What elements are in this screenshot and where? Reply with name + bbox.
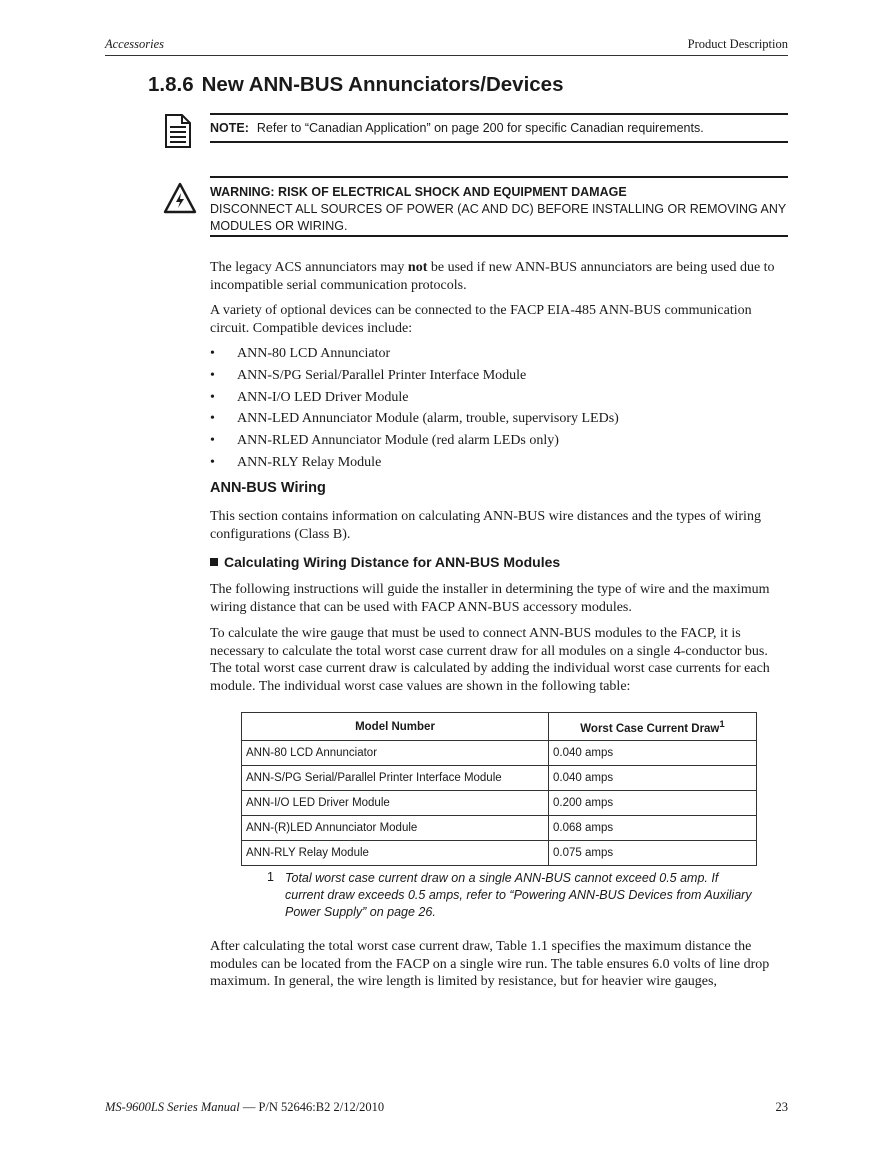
bullet: •: [210, 367, 215, 383]
cell-model: ANN-RLY Relay Module: [242, 841, 549, 866]
note-label: NOTE:: [210, 121, 249, 135]
footnote-text: Total worst case current draw on a single ANN-BUS cannot exceed 0.5 amp. If current draw exceeds 0.5 amps, refer to “Powering ANN-BUS Devices from Auxiliary Power Supply” on page 26.: [285, 871, 752, 919]
table-row: [242, 741, 757, 766]
bullet: •: [210, 389, 215, 405]
list-item: [210, 410, 790, 432]
bullet: •: [210, 346, 215, 361]
paragraph-legacy-part1: The legacy ACS annunciators may: [210, 260, 408, 275]
note-body: Refer to “Canadian Application” on page 200 for specific Canadian requirements.: [256, 121, 704, 135]
warning-shock-icon: [163, 182, 197, 219]
list-item-text: ANN-I/O LED Driver Module: [237, 389, 409, 405]
bullet: •: [210, 411, 215, 427]
cell-model: ANN-80 LCD Annunciator: [242, 741, 549, 766]
list-item-text: ANN-LED Annunciator Module (alarm, trouble, supervisory LEDs): [237, 411, 619, 427]
note-icon: [163, 113, 193, 154]
list-item: [210, 389, 790, 411]
section-title-text: New ANN-BUS Annunciators/Devices: [201, 73, 564, 96]
square-bullet-icon: [210, 558, 218, 566]
list-item: [210, 454, 790, 476]
page-number: 23: [775, 1100, 788, 1114]
cell-model: ANN-(R)LED Annunciator Module: [242, 816, 549, 841]
footnote-ref: 1: [719, 718, 725, 730]
cell-current: 0.068 amps: [549, 816, 757, 841]
table-row: [242, 816, 757, 841]
section-number: 1.8.6: [148, 73, 194, 96]
cell-model: ANN-S/PG Serial/Parallel Printer Interface Module: [242, 766, 549, 791]
section-title: [148, 73, 563, 97]
heading-calculating-wiring: [210, 554, 560, 570]
warning-top-rule: [210, 176, 788, 178]
running-header-chapter: Product Description: [687, 37, 788, 51]
cell-current: 0.040 amps: [549, 741, 757, 766]
column-header-current-text: Worst Case Current Draw: [580, 722, 720, 735]
paragraph-devices-intro: A variety of optional devices can be connected to the FACP EIA-485 ANN-BUS communication circuit. Compatible devices include:: [210, 303, 752, 336]
device-list: [210, 345, 790, 476]
footer-manual-info: [105, 1100, 384, 1115]
running-header-section: Accessories: [105, 37, 165, 51]
list-item-text: ANN-RLED Annunciator Module (red alarm LEDs only): [237, 433, 559, 449]
cell-model: ANN-I/O LED Driver Module: [242, 791, 549, 816]
list-item: [210, 432, 790, 454]
footnote-number: 1: [267, 870, 274, 884]
header-rule: [105, 55, 788, 56]
footer-part-number: — P/N 52646:B2 2/12/2010: [239, 1100, 385, 1114]
warning-body: DISCONNECT ALL SOURCES OF POWER (AC AND DC) BEFORE INSTALLING OR REMOVING ANY MODULES OR WIRING.: [210, 202, 787, 233]
heading-ann-bus-wiring: ANN-BUS Wiring: [210, 480, 326, 496]
table-header-row: [242, 713, 757, 741]
heading-calculating-text: Calculating Wiring Distance for ANN-BUS Modules: [224, 554, 561, 570]
bullet: •: [210, 433, 215, 449]
list-item: [210, 345, 790, 367]
list-item-text: ANN-RLY Relay Module: [237, 454, 382, 470]
footer-manual-title: MS-9600LS Series Manual: [105, 1100, 240, 1114]
paragraph-legacy-emphasis: not: [407, 260, 428, 275]
paragraph-legacy-part2: be used if new ANN-BUS annunciators are being used due to incompatible serial communication protocols.: [210, 260, 775, 293]
list-item-text: ANN-S/PG Serial/Parallel Printer Interface Module: [237, 367, 527, 383]
current-draw-table: [241, 712, 757, 866]
paragraph-calc-intro: The following instructions will guide the installer in determining the type of wire and the maximum wiring distance that can be used with FACP ANN-BUS accessory modules.: [210, 582, 770, 615]
cell-current: 0.075 amps: [549, 841, 757, 866]
paragraph-legacy: [210, 259, 790, 294]
note-text: [210, 121, 704, 135]
paragraph-calc-method: To calculate the wire gauge that must be used to connect ANN-BUS modules to the FACP, it is necessary to calculate the total worst case current draw for all modules on a single 4-conductor bus. The total worst case current draw is calculated by adding the individual worst case currents for each module. The individual worst case values are shown in the following table:: [210, 626, 770, 694]
warning-title: WARNING: RISK OF ELECTRICAL SHOCK AND EQUIPMENT DAMAGE: [210, 185, 627, 199]
list-item: [210, 367, 790, 389]
paragraph-wiring: This section contains information on calculating ANN-BUS wire distances and the types of wiring configurations (Class B).: [210, 509, 761, 542]
column-header-current: [549, 713, 757, 741]
cell-current: 0.040 amps: [549, 766, 757, 791]
column-header-model: Model Number: [242, 713, 549, 741]
note-bottom-rule: [210, 141, 788, 143]
cell-current: 0.200 amps: [549, 791, 757, 816]
table-row: [242, 766, 757, 791]
warning-text: [210, 184, 790, 235]
paragraph-after-table: After calculating the total worst case current draw, Table 1.1 specifies the maximum distance the modules can be located from the FACP on a single wire run. The table ensures 6.0 volts of line drop maximum. In general, the wire length is limited by resistance, but for heavier wire gauges,: [210, 939, 770, 989]
table-row: [242, 791, 757, 816]
warning-bottom-rule: [210, 235, 788, 237]
list-item-text: ANN-80 LCD Annunciator: [237, 346, 391, 361]
note-top-rule: [210, 113, 788, 115]
bullet: •: [210, 454, 215, 470]
table-row: [242, 841, 757, 866]
